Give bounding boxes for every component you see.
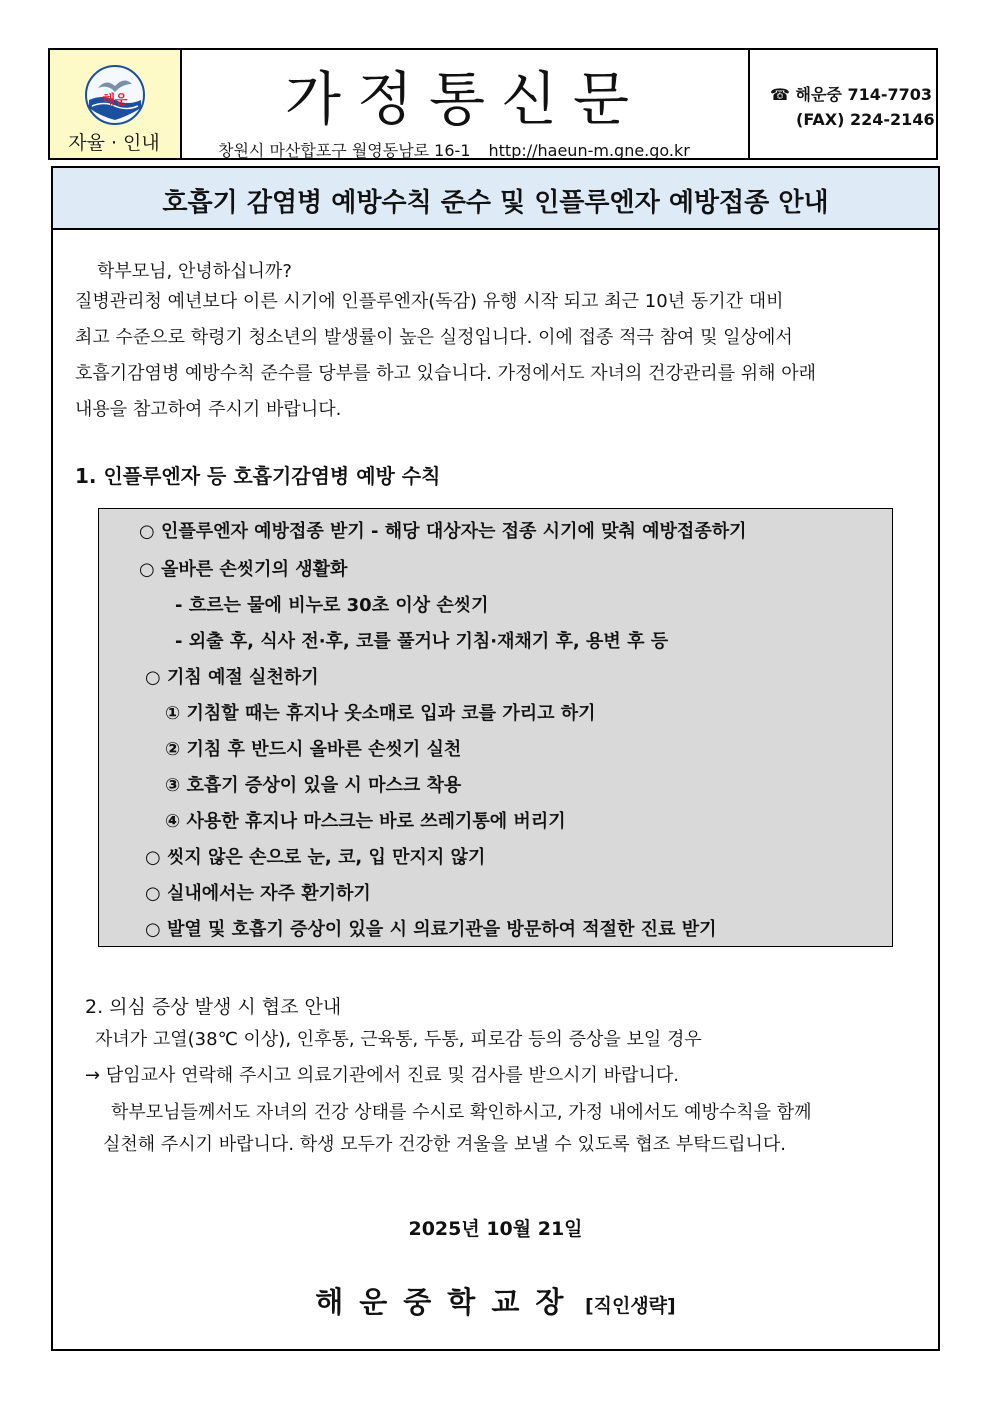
rule-subitem: ② 기침 후 반드시 올바른 손씻기 실천 [165,739,462,760]
rule-item: ○ 발열 및 호흡기 증상이 있을 시 의료기관을 방문하여 적절한 진료 받기 [145,919,717,940]
rule-item: ○ 인플루엔자 예방접종 받기 - 해당 대상자는 접종 시기에 맞춰 예방접종하기 [139,521,747,542]
section2-heading: 2. 의심 증상 발생 시 협조 안내 [85,996,342,1018]
phone-number: ☎ 해운중 714-7703 [770,85,933,104]
fax-number: (FAX) 224-2146 [796,110,935,129]
school-url[interactable]: http://haeun-m.gne.go.kr [488,141,690,160]
prevention-rules-box [98,508,893,947]
rule-item: ○ 실내에서는 자주 환기하기 [145,883,371,904]
notice-title: 호흡기 감염병 예방수칙 준수 및 인플루엔자 예방접종 안내 [162,188,829,218]
school-emblem-panel [50,50,182,158]
rule-subitem: ③ 호흡기 증상이 있을 시 마스크 착용 [165,775,462,796]
newsletter-title: 가정통신문 [284,65,646,133]
closing-line: 학부모님들께서도 자녀의 건강 상태를 수시로 확인하시고, 가정 내에서도 예방수칙을 함께 [111,1102,812,1123]
section2-line: → 담임교사 연락해 주시고 의료기관에서 진료 및 검사를 받으시기 바랍니다. [85,1065,679,1086]
section2-line: 자녀가 고열(38℃ 이상), 인후통, 근육통, 두통, 피로감 등의 증상을 보일 경우 [95,1029,702,1050]
issue-date: 2025년 10월 21일 [408,1218,583,1240]
rule-subitem: ① 기침할 때는 휴지나 옷소매로 입과 코를 가리고 하기 [165,703,596,724]
seal-omitted-note: [직인생략] [584,1295,676,1317]
rule-subitem: - 흐르는 물에 비누로 30초 이상 손씻기 [175,595,489,616]
principal-signature [53,1280,938,1321]
rule-subitem: ④ 사용한 휴지나 마스크는 바로 쓰레기통에 버리기 [165,811,566,832]
intro-line: 내용을 참고하여 주시기 바랍니다. [75,399,342,420]
signature-name: 해운중학교장 [315,1285,580,1319]
greeting: 학부모님, 안녕하십니까? [97,261,292,282]
contact-panel [750,50,936,158]
rule-item: ○ 씻지 않은 손으로 눈, 코, 입 만지지 않기 [145,847,486,868]
intro-line: 호흡기감염병 예방수칙 준수를 당부를 하고 있습니다. 가정에서도 자녀의 건강관리를 위해 아래 [75,363,817,384]
rule-subitem: - 외출 후, 식사 전·후, 코를 풀거나 기침·재채기 후, 용변 후 등 [175,631,669,652]
intro-line: 질병관리청 예년보다 이른 시기에 인플루엔자(독감) 유행 시작 되고 최근 10년 동기간 대비 [75,291,784,312]
rule-item: ○ 올바른 손씻기의 생활화 [139,559,348,580]
intro-line: 최고 수준으로 학령기 청소년의 발생률이 높은 실정입니다. 이에 접종 적극 참여 및 일상에서 [75,327,793,348]
school-logo [84,64,146,126]
newsletter-header [48,48,938,160]
notice-body [51,166,940,1351]
notice-title-bar [53,168,938,230]
header-title-panel [182,50,750,158]
rule-item: ○ 기침 예절 실천하기 [145,667,319,688]
school-address: 창원시 마산합포구 월영동남로 16-1 [218,141,471,160]
school-motto: 자율 · 인내 [68,132,160,154]
school-address-line [218,138,708,161]
closing-line: 실천해 주시기 바랍니다. 학생 모두가 건강한 겨울을 보낼 수 있도록 협조 부탁드립니다. [103,1134,786,1155]
logo-text: 해운 [102,93,128,108]
section1-heading: 1. 인플루엔자 등 호흡기감염병 예방 수칙 [75,464,441,488]
